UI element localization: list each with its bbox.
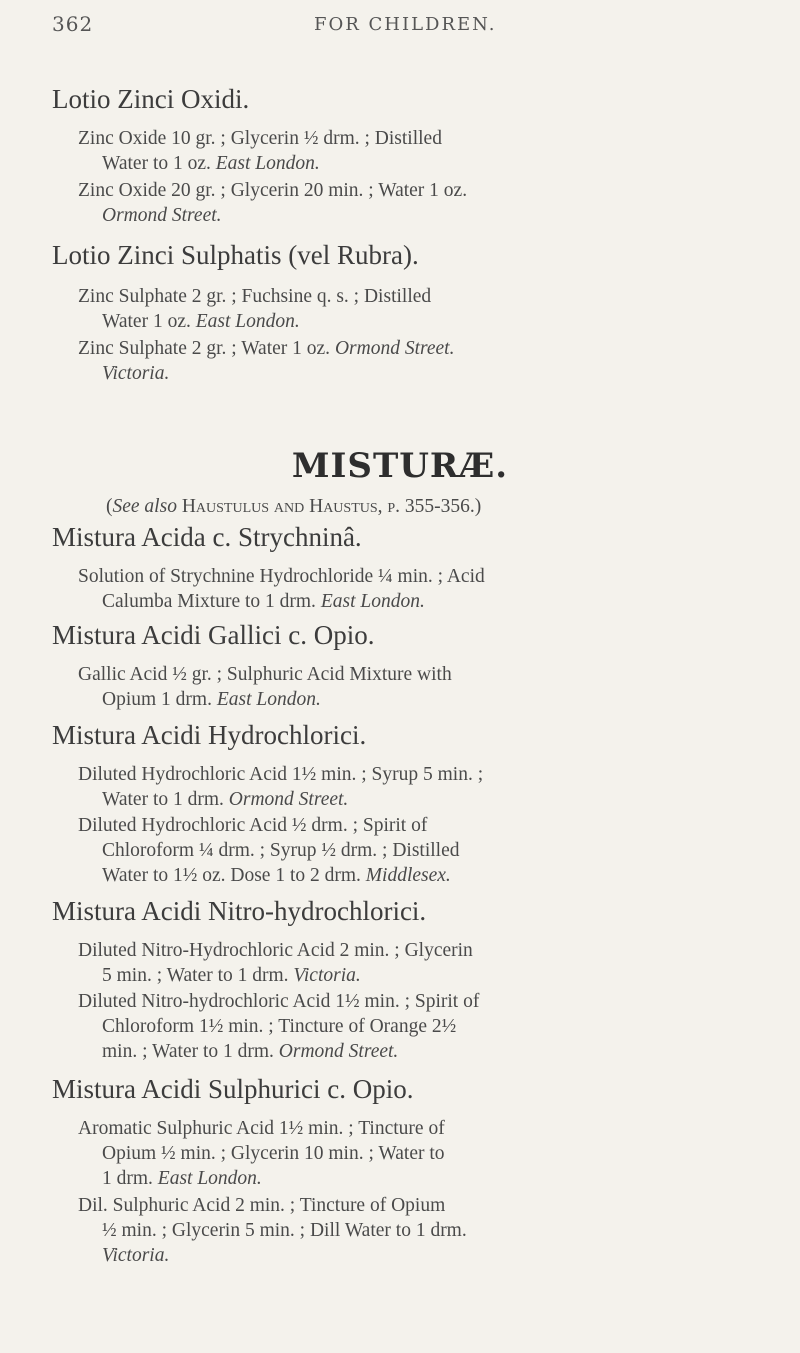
recipe-line: Diluted Hydrochloric Acid 1½ min. ; Syrup 5 min. ; [78,764,484,785]
hospital-location: Middlesex. [365,865,451,886]
recipe-line: Zinc Sulphate 2 gr. ; Fuchsine q. s. ; Distilled [78,286,432,307]
recipe-text: Calumba Mixture to 1 drm. [102,591,316,612]
entry-title-mistura-nitro: Mistura Acidi Nitro-hydrochlorici. [52,896,427,926]
see-also-open: ( [106,496,113,517]
recipe-line [102,311,300,333]
hospital-location: East London. [320,591,425,612]
recipe-line [102,865,451,887]
see-also-note [106,496,481,518]
recipe-line: Diluted Hydrochloric Acid ½ drm. ; Spirit of [78,815,428,836]
hospital-location: Ormond Street. [278,1041,399,1062]
section-heading: MISTURÆ. [291,446,509,486]
recipe-line: Chloroform 1½ min. ; Tincture of Orange 2½ [102,1016,457,1037]
entry-title-lotio-zinci-oxidi: Lotio Zinci Oxidi. [52,84,250,114]
recipe-line: Gallic Acid ½ gr. ; Sulphuric Acid Mixture with [78,664,452,685]
see-also-reference: Haustulus and Haustus, p. 355-356.) [181,496,482,517]
recipe-line: Aromatic Sulphuric Acid 1½ min. ; Tincture of [78,1118,445,1139]
entry-title-mistura-sulphurici: Mistura Acidi Sulphurici c. Opio. [52,1074,414,1104]
entry-title-mistura-gallici: Mistura Acidi Gallici c. Opio. [52,620,375,650]
recipe-line [102,591,425,613]
recipe-line [102,153,320,175]
hospital-location: East London. [195,311,300,332]
hospital-location: Victoria. [102,363,170,384]
hospital-location: Victoria. [102,1245,170,1266]
entry-title-mistura-acida: Mistura Acida c. Strychninâ. [52,522,362,552]
recipe-line: Solution of Strychnine Hydrochloride ¼ min. ; Acid [78,566,485,587]
recipe-line [102,1041,398,1063]
running-head [52,12,752,42]
recipe-line: Diluted Nitro-Hydrochloric Acid 2 min. ; Glycerin [78,940,473,961]
recipe-line [78,338,454,360]
recipe-line: Diluted Nitro-hydrochloric Acid 1½ min. ; Spirit of [78,991,480,1012]
recipe-line: Dil. Sulphuric Acid 2 min. ; Tincture of Opium [78,1195,446,1216]
recipe-line: Zinc Oxide 10 gr. ; Glycerin ½ drm. ; Distilled [78,128,442,149]
recipe-text: Water to 1 oz. [102,153,211,174]
recipe-line: ½ min. ; Glycerin 5 min. ; Dill Water to 1 drm. [102,1220,467,1241]
recipe-text: Water to 1½ oz. Dose 1 to 2 drm. [102,865,361,886]
recipe-line [102,1168,262,1190]
recipe-text: Opium 1 drm. [102,689,212,710]
hospital-location: Ormond Street. [334,338,455,359]
running-title: FOR CHILDREN. [314,14,497,35]
recipe-line [102,965,361,987]
recipe-line: Chloroform ¼ drm. ; Syrup ½ drm. ; Distilled [102,840,460,861]
hospital-location: Victoria. [293,965,361,986]
hospital-location: East London. [215,153,320,174]
recipe-text: min. ; Water to 1 drm. [102,1041,274,1062]
hospital-location: East London. [157,1168,262,1189]
recipe-text: 5 min. ; Water to 1 drm. [102,965,289,986]
hospital-location: East London. [216,689,321,710]
page-number: 362 [52,12,94,36]
recipe-line: Zinc Oxide 20 gr. ; Glycerin 20 min. ; Water 1 oz. [78,180,468,201]
recipe-text: Water 1 oz. [102,311,191,332]
hospital-location: Ormond Street. [102,205,222,226]
see-also-label: See also [112,496,177,517]
recipe-text: Water to 1 drm. [102,789,224,810]
recipe-line [102,789,348,811]
hospital-location: Ormond Street. [228,789,349,810]
recipe-text: Zinc Sulphate 2 gr. ; Water 1 oz. [78,338,331,359]
entry-title-lotio-zinci-sulphatis: Lotio Zinci Sulphatis (vel Rubra). [52,240,419,270]
recipe-line: Opium ½ min. ; Glycerin 10 min. ; Water to [102,1143,445,1164]
recipe-text: 1 drm. [102,1168,153,1189]
recipe-line [102,689,321,711]
entry-title-mistura-hydrochlorici: Mistura Acidi Hydrochlorici. [52,720,367,750]
